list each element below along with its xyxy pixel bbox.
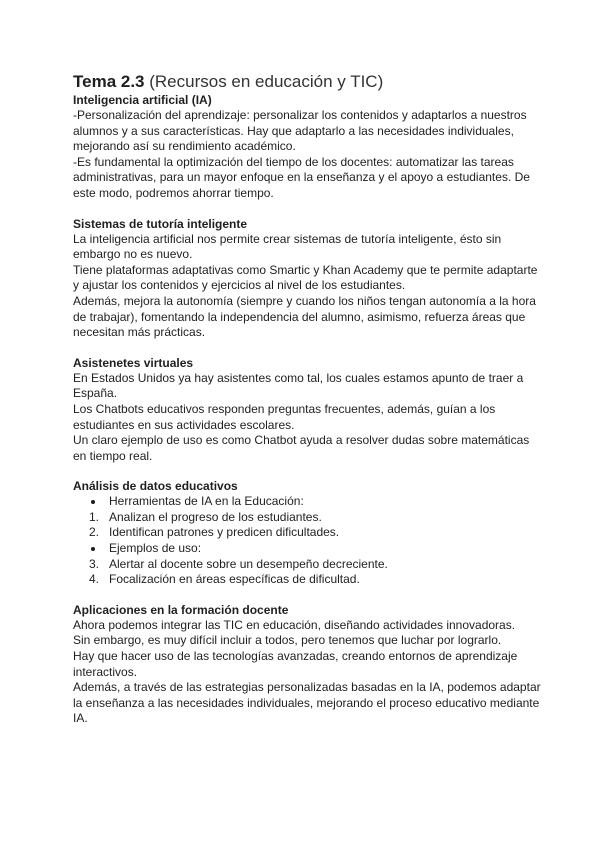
paragraph: Un claro ejemplo de uso es como Chatbot ayuda a resolver dudas sobre matemáticas en tiempo real. [73,433,530,463]
section-asistentes [73,356,543,465]
section-tutoria [73,217,543,341]
paragraph: Los Chatbots educativos responden preguntas frecuentes, además, guían a los estudiantes en sus actividades escolares. [73,401,496,432]
section-heading: Sistemas de tutoría inteligente [73,216,248,231]
title-bold: Tema 2.3 [73,72,145,91]
section-ia [73,93,543,202]
section-heading: Inteligencia artificial (IA) [73,93,212,107]
paragraph: -Personalización del aprendizaje: personalizar los contenidos y adaptarlos a nuestros alumnos y a sus características. Hay que adaptarlo a las necesidades individuales, mejorando así su rendimiento académico. [73,108,527,154]
list-marker: 1. [89,509,100,524]
spacer [73,202,543,217]
section-analisis [73,479,543,588]
paragraph: En Estados Unidos ya hay asistentes como tal, los cuales estamos apunto de traer a España. [73,370,524,401]
bullet-icon [91,547,95,551]
analysis-list [73,494,543,588]
paragraph: Tiene plataformas adaptativas como Smartic y Khan Academy que te permite adaptarte y ajustar los contenidos y ejercicios al nivel de los estudiantes. [73,262,538,293]
list-item-text: Ejemplos de uso: [109,541,202,556]
list-item [73,525,543,541]
list-item [73,557,543,573]
paragraph: Sin embargo, es muy difícil incluir a todos, pero tenemos que luchar por lograrlo. [73,633,502,648]
list-marker: 2. [89,525,100,540]
list-item-text: Herramientas de IA en la Educación: [109,494,304,509]
list-item [73,494,543,510]
list-item [73,572,543,588]
list-item-text: Identifican patrones y predicen dificultades. [109,525,340,540]
section-heading: Aplicaciones en la formación docente [73,602,289,617]
list-item [73,541,543,557]
list-marker: 3. [89,556,100,571]
list-item-text: Focalización en áreas específicas de dificultad. [109,572,360,587]
list-item [73,510,543,526]
spacer [73,464,543,479]
paragraph: -Es fundamental la optimización del tiempo de los docentes: automatizar las tareas administrativas, para un mayor enfoque en la enseñanza y el apoyo a estudiantes. De este modo, podremos ahorrar tiempo. [73,154,530,200]
document-content [73,72,543,727]
section-heading: Análisis de datos educativos [73,479,238,494]
paragraph: Ahora podemos integrar las TIC en educación, diseñando actividades innovadoras. [73,617,516,632]
paragraph: Además, a través de las estrategias personalizadas basadas en la IA, podemos adaptar la enseñanza a las necesidades individuales, mejorando el proceso educativo mediante IA. [73,680,541,726]
title-subtitle: (Recursos en educación y TIC) [144,72,384,91]
spacer [73,341,543,356]
paragraph: Además, mejora la autonomía (siempre y cuando los niños tengan autonomía a la hora de trabajar), fomentando la independencia del alumno, asimismo, refuerza áreas que necesitan más prácticas. [73,293,536,340]
list-marker: 4. [89,572,100,587]
section-heading: Asistenetes virtuales [73,355,194,370]
page-title [73,72,543,92]
list-item-text: Alertar al docente sobre un desempeño decreciente. [109,556,388,571]
paragraph: La inteligencia artificial nos permite crear sistemas de tutoría inteligente, ésto sin embargo no es nuevo. [73,231,502,262]
bullet-icon [91,500,95,504]
spacer [73,588,543,603]
paragraph: Hay que hacer uso de las tecnologías avanzadas, creando entornos de aprendizaje interactivos. [73,649,518,679]
section-formacion [73,603,543,727]
list-item-text: Analizan el progreso de los estudiantes. [109,509,322,524]
